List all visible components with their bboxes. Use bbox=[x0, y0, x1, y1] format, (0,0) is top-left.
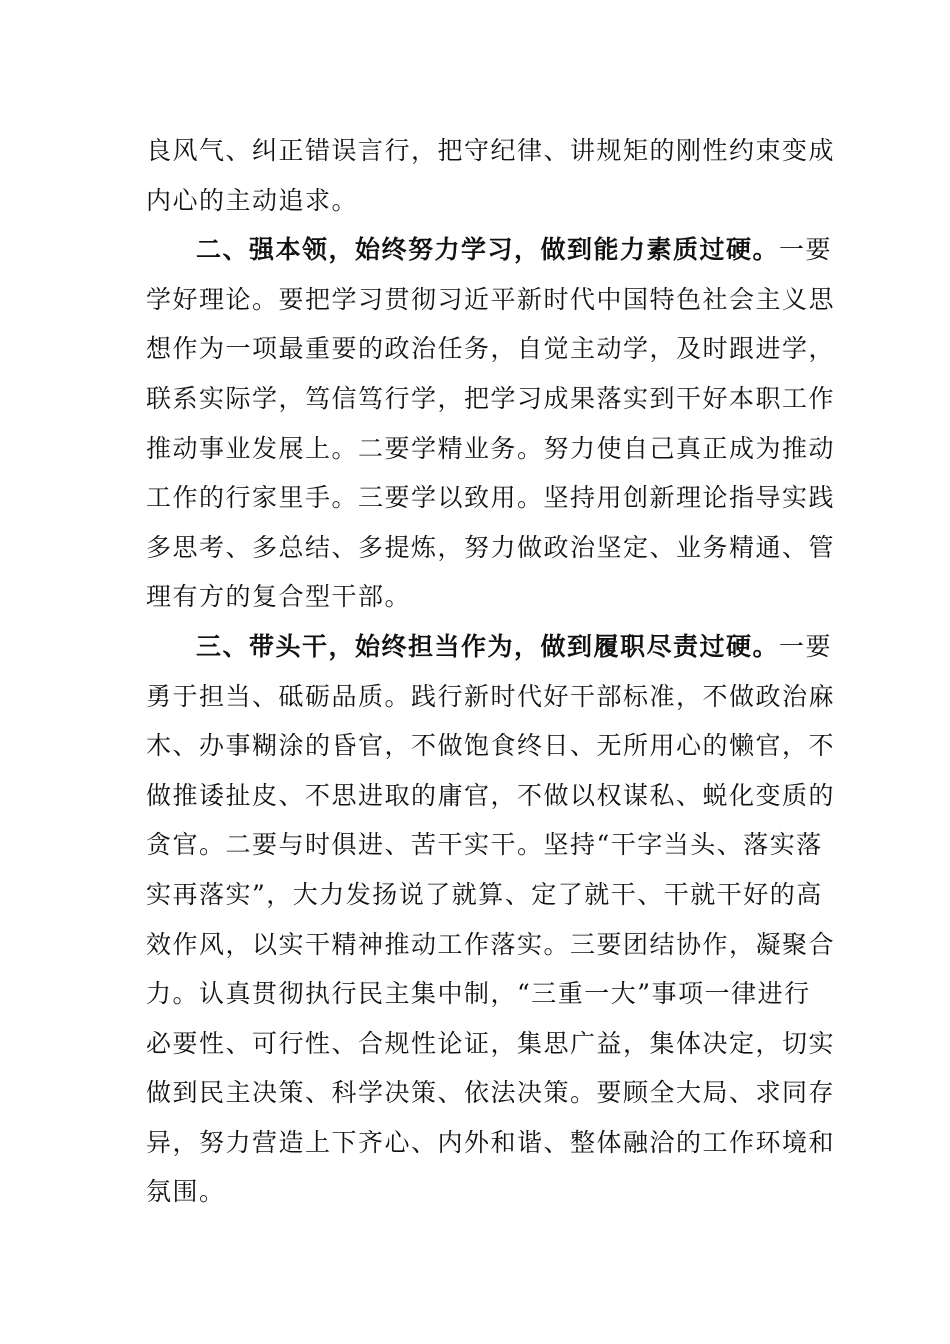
text-line: 学好理论。要把学习贯彻习近平新时代中国特色社会主义思 bbox=[146, 284, 836, 314]
paragraph-3 bbox=[146, 622, 836, 1217]
text-line: 内心的主动追求。 bbox=[146, 185, 359, 215]
text-line: 实再落实”，大力发扬说了就算、定了就干、干就干好的高 bbox=[146, 879, 823, 909]
heading-tail-text: 一要 bbox=[779, 631, 833, 661]
text-line: 贪官。二要与时俱进、苦干实干。坚持“干字当头、落实落 bbox=[146, 830, 823, 860]
text-line: 做推诿扯皮、不思进取的庸官，不做以权谋私、蜕化变质的 bbox=[146, 780, 836, 810]
text-line: 想作为一项最重要的政治任务，自觉主动学，及时跟进学， bbox=[146, 334, 836, 364]
paragraph-2 bbox=[146, 225, 836, 622]
text-line: 异，努力营造上下齐心、内外和谐、整体融洽的工作环境和 bbox=[146, 1127, 836, 1157]
text-line: 力。认真贯彻执行民主集中制，“三重一大”事项一律进行 bbox=[146, 979, 811, 1009]
paragraph-heading-line bbox=[146, 225, 833, 275]
paragraph-1 bbox=[146, 126, 836, 225]
text-line: 多思考、多总结、多提炼，努力做政治坚定、业务精通、管 bbox=[146, 532, 836, 562]
text-line: 效作风，以实干精神推动工作落实。三要团结协作，凝聚合 bbox=[146, 929, 836, 959]
text-line: 做到民主决策、科学决策、依法决策。要顾全大局、求同存 bbox=[146, 1078, 836, 1108]
text-line: 推动事业发展上。二要学精业务。努力使自己真正成为推动 bbox=[146, 433, 836, 463]
text-line: 勇于担当、砥砺品质。践行新时代好干部标准，不做政治麻 bbox=[146, 681, 836, 711]
text-line: 联系实际学，笃信笃行学，把学习成果落实到干好本职工作 bbox=[146, 383, 836, 413]
paragraph-heading-line bbox=[146, 622, 833, 672]
text-line: 良风气、纠正错误言行，把守纪律、讲规矩的刚性约束变成 bbox=[146, 136, 836, 165]
text-line: 木、办事糊涂的昏官，不做饱食终日、无所用心的懒官，不 bbox=[146, 731, 836, 761]
section-heading: 二、强本领，始终努力学习，做到能力素质过硬。 bbox=[196, 235, 780, 265]
section-heading: 三、带头干，始终担当作为，做到履职尽责过硬。 bbox=[196, 631, 780, 661]
text-line: 必要性、可行性、合规性论证，集思广益，集体决定，切实 bbox=[146, 1028, 836, 1058]
text-line: 氛围。 bbox=[146, 1177, 226, 1207]
text-line: 工作的行家里手。三要学以致用。坚持用创新理论指导实践 bbox=[146, 483, 836, 513]
heading-tail-text: 一要 bbox=[779, 235, 833, 265]
text-line: 理有方的复合型干部。 bbox=[146, 582, 412, 612]
document-body bbox=[146, 126, 836, 1217]
